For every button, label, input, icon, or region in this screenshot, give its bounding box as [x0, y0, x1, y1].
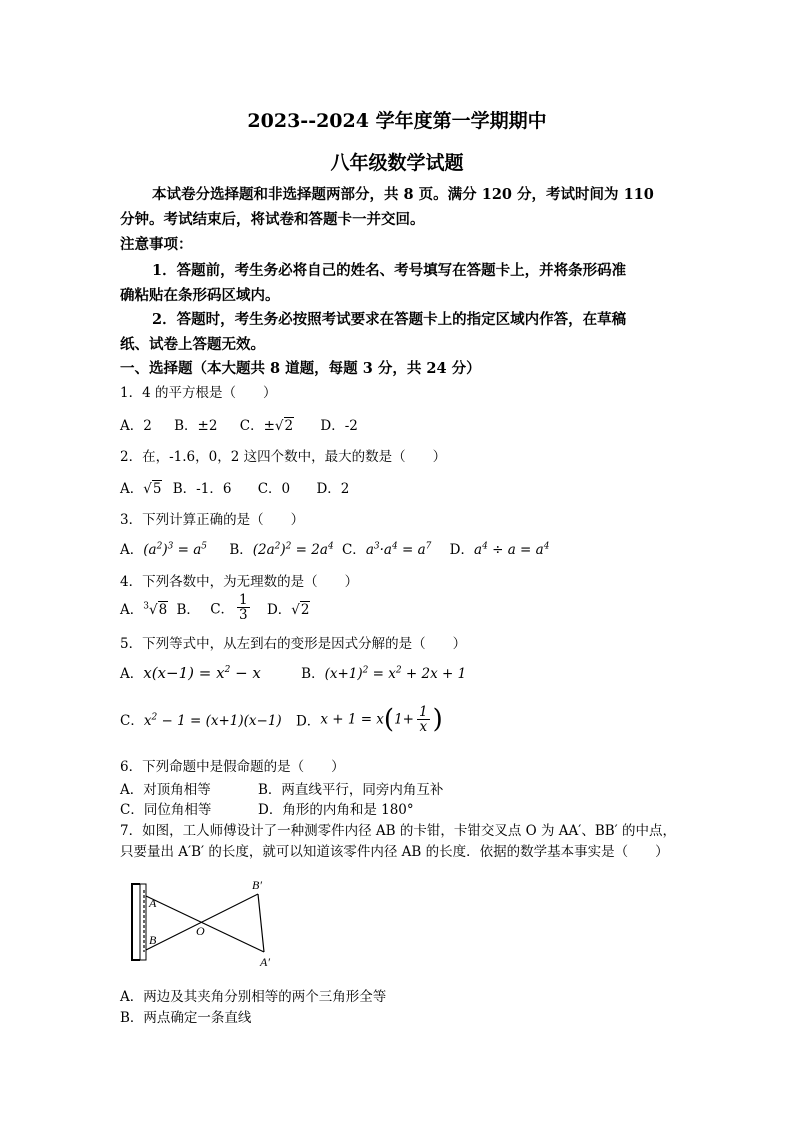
exam-title-line1: 2023--2024 学年度第一学期期中	[247, 110, 547, 132]
q7-stem-line2: 只要量出 A′B′ 的长度，就可以知道该零件内径 AB 的长度．依据的数学基本事实是（ ）	[120, 844, 669, 860]
q5-option-d: D．x + 1 = x(1+ $\frac{1}{x}$ )	[295, 703, 443, 735]
intro-line2: 分钟。考试结束后，将试卷和答题卡一并交回。	[120, 211, 425, 228]
q2-option-a: A．√5	[120, 481, 162, 497]
q5-option-a: A．$x(x-1) = x^2 - x$	[120, 664, 261, 682]
q5-options-ab	[120, 662, 466, 682]
q1-stem: 1．4 的平方根是（ ）	[120, 385, 277, 401]
q4-option-d: D．√2	[266, 601, 310, 618]
q2-options	[120, 477, 349, 497]
q4-option-c: C． $\frac{1}{3}$	[210, 592, 248, 623]
q5-option-c: C．$x^2 - 1 = (x+1)(x-1)$	[120, 712, 282, 729]
q2-option-d: D．2	[316, 481, 350, 497]
q3-option-c: C．$a^3\cdot a^4 = a^7$	[341, 541, 432, 558]
note1-line2: 确粘贴在条形码区域内。	[120, 287, 280, 304]
label-O: O	[196, 924, 205, 938]
arm-aa-prime	[146, 896, 264, 952]
intro-line1: 本试卷分选择题和非选择题两部分，共 8 页。满分 120 分，考试时间为 110	[152, 186, 654, 203]
note1-line1: 1．答题前，考生务必将自己的姓名、考号填写在答题卡上，并将条形码准	[152, 262, 627, 279]
q2-stem: 2．在，-1.6，0，2 这四个数中，最大的数是（ ）	[120, 449, 447, 465]
segment-a-prime-b-prime	[258, 894, 264, 952]
label-A-prime: A′	[260, 955, 270, 969]
caliper-figure	[118, 872, 288, 972]
q1-option-a: A．2	[120, 418, 152, 434]
q5-stem: 5．下列等式中，从左到右的变形是因式分解的是（ ）	[120, 636, 467, 652]
q6-option-d: D．角形的内角和是 180°	[258, 802, 414, 818]
q6-option-b: B．两直线平行，同旁内角互补	[258, 782, 444, 798]
notes-heading: 注意事项：	[120, 236, 193, 253]
q4-option-b: B．	[176, 601, 200, 618]
part-bracket-outer	[132, 884, 140, 960]
label-A: A	[149, 896, 157, 910]
q6-option-c: C．同位角相等	[120, 802, 212, 818]
q3-options	[120, 538, 549, 558]
q2-option-b: B．-1．6	[172, 481, 232, 497]
exam-title-line2: 八年级数学试题	[330, 152, 464, 174]
label-B: B	[149, 933, 157, 947]
label-B-prime: B′	[252, 878, 262, 892]
q3-stem: 3．下列计算正确的是（ ）	[120, 512, 305, 528]
q3-option-a: A．$(a^2)^3 = a^5$	[120, 541, 208, 558]
q1-options	[120, 414, 358, 434]
q1-option-b: B．±2	[174, 418, 218, 434]
q4-stem: 4．下列各数中，为无理数的是（ ）	[120, 574, 359, 590]
q1-option-c: C．±√2	[239, 418, 294, 434]
section1-heading: 一、选择题（本大题共 8 道题，每题 3 分，共 24 分）	[120, 360, 481, 377]
q5-options-cd	[120, 704, 443, 734]
q4-options	[120, 593, 310, 622]
q6-stem: 6．下列命题中是假命题的是（ ）	[120, 759, 345, 775]
q3-option-b: B．$(2a^2)^2 = 2a^4$	[229, 541, 334, 558]
q3-option-d: D．$a^4 \div a = a^4$	[449, 541, 550, 558]
q7-option-b: B．两点确定一条直线	[120, 1010, 252, 1026]
note2-line2: 纸、试卷上答题无效。	[120, 336, 265, 353]
part-body	[140, 884, 146, 960]
q7-stem-line1: 7．如图，工人师傅设计了一种测零件内径 AB 的卡钳，卡钳交叉点 O 为 AA′、BB′ 的中点，	[120, 823, 677, 839]
q2-option-c: C．0	[257, 481, 291, 497]
q4-option-a: A．$^3$√8	[120, 601, 168, 618]
q6-option-a: A．对顶角相等	[120, 782, 211, 798]
note2-line1: 2．答题时，考生务必按照考试要求在答题卡上的指定区域内作答，在草稿	[152, 311, 627, 328]
q5-option-b: B．$(x+1)^2 = x^2 + 2x + 1$	[301, 665, 467, 682]
q1-option-d: D．-2	[320, 418, 358, 434]
q7-option-a: A．两边及其夹角分别相等的两个三角形全等	[120, 989, 387, 1005]
